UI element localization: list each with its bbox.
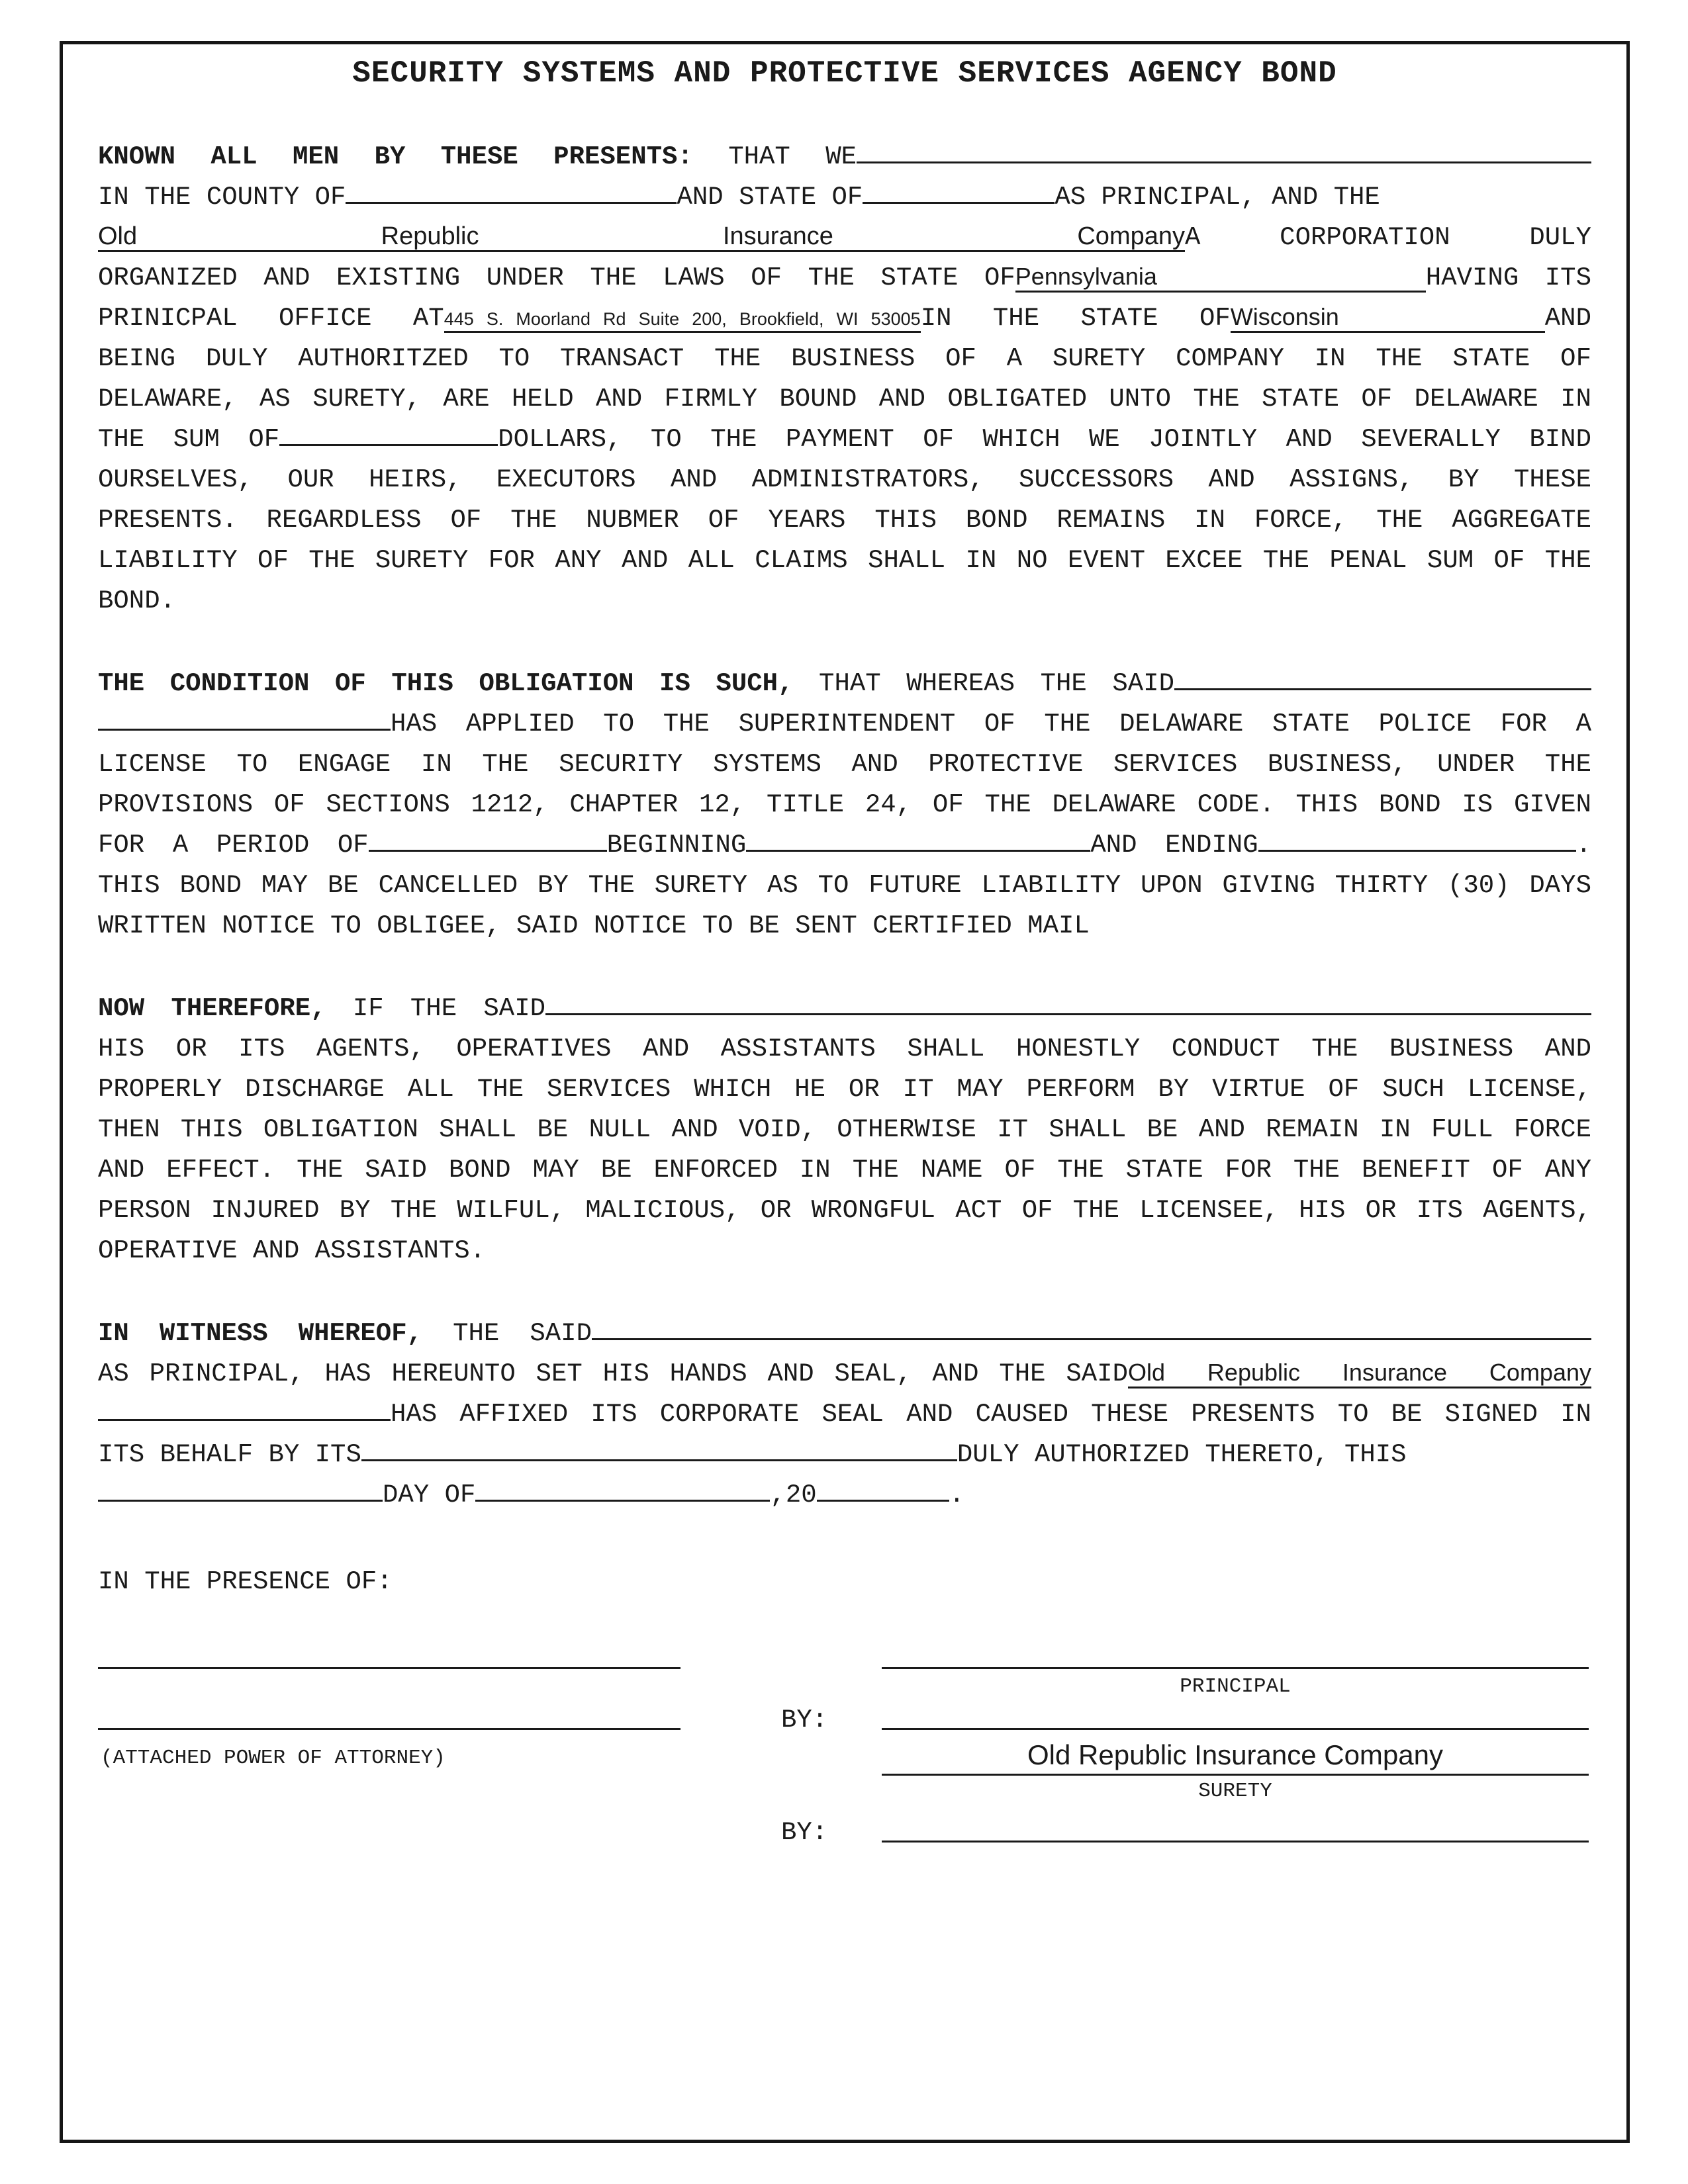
office-address-fill: 445 S. Moorland Rd Suite 200, Brookfield, WI 53005 [444, 309, 921, 329]
signature-block [98, 1633, 1591, 1917]
witness-signature-line-2[interactable] [98, 1728, 680, 1730]
p3-line7: OPERATIVE AND ASSISTANTS. [98, 1236, 486, 1265]
surety-name-line[interactable] [882, 1774, 1589, 1776]
p4-line2 [98, 1354, 1591, 1394]
applicant-continued-blank[interactable] [98, 726, 391, 731]
principal-name-blank[interactable] [857, 159, 1591, 163]
p1-line9: OURSELVES, OUR HEIRS, EXECUTORS AND ADMINISTRATORS, SUCCESSORS AND ASSIGNS, BY THESE [98, 465, 1591, 494]
principal-office-label: PRINICPAL OFFICE AT [98, 304, 444, 333]
now-therefore-heading: NOW THEREFORE, [98, 994, 326, 1023]
state-blank[interactable] [863, 199, 1055, 204]
that-we-label: THAT WE [728, 142, 857, 171]
p2-line2 [98, 704, 1591, 745]
date-period-punct: . [949, 1480, 965, 1510]
office-state-fill: Wisconsin [1230, 303, 1339, 330]
has-applied-label: HAS APPLIED TO THE SUPERINTENDENT OF THE DELAWARE STATE POLICE FOR A [391, 709, 1591, 739]
surety-company-fill: Old Republic Insurance Company [98, 222, 1185, 250]
p1-line10: PRESENTS. REGARDLESS OF THE NUBMER OF YEARS THIS BOND REMAINS IN FORCE, THE AGGREGATE [98, 506, 1591, 535]
witness-heading: IN WITNESS WHEREOF, [98, 1319, 423, 1348]
p1-line7: DELAWARE, AS SURETY, ARE HELD AND FIRMLY BOUND AND OBLIGATED UNTO THE STATE OF DELAWARE IN [98, 385, 1591, 414]
p1-line5 [98, 298, 1591, 339]
county-blank[interactable] [346, 199, 677, 204]
p1-line1 [98, 137, 1591, 177]
its-behalf-label: ITS BEHALF BY ITS [98, 1440, 361, 1469]
if-said-label: IF THE SAID [352, 994, 545, 1023]
document-title: SECURITY SYSTEMS AND PROTECTIVE SERVICES AGENCY BOND [352, 56, 1337, 91]
known-all-men-heading: KNOWN ALL MEN BY THESE PRESENTS: [98, 142, 693, 171]
and-ending-label: AND ENDING [1090, 831, 1258, 860]
and-label: AND [1544, 304, 1591, 333]
witness-signature-line-1[interactable] [98, 1667, 680, 1669]
p2-line5 [98, 825, 1591, 866]
incorporation-state-fill: Pennsylvania [1015, 263, 1157, 290]
county-label: IN THE COUNTY OF [98, 183, 346, 212]
document-border-frame [60, 41, 1630, 2143]
paragraph-condition [98, 664, 1591, 946]
by-label-2: BY: [781, 1818, 828, 1847]
p1-line6: BEING DULY AUTHORITZED TO TRANSACT THE BUSINESS OF A SURETY COMPANY IN THE STATE OF [98, 344, 1591, 373]
sum-label: THE SUM OF [98, 425, 280, 454]
presence-of-label: IN THE PRESENCE OF: [98, 1567, 393, 1596]
principal-label: PRINCIPAL [1180, 1675, 1291, 1698]
state-label: AND STATE OF [677, 183, 863, 212]
surety-label: SURETY [1198, 1780, 1272, 1803]
attached-poa-note: (ATTACHED POWER OF ATTORNEY) [101, 1747, 445, 1770]
beginning-label: BEGINNING [606, 831, 747, 860]
surety-continued-blank[interactable] [98, 1416, 391, 1421]
month-blank[interactable] [475, 1497, 770, 1502]
licensee-name-blank[interactable] [545, 1011, 1591, 1015]
witness-surety-blank[interactable] [1128, 1359, 1591, 1388]
p4-line5 [98, 1475, 1591, 1516]
p1-line3 [98, 218, 1591, 258]
principal-by-signature-line[interactable] [882, 1728, 1589, 1730]
day-blank[interactable] [98, 1497, 383, 1502]
office-state-blank[interactable] [1231, 303, 1545, 333]
by-label-1: BY: [781, 1706, 828, 1735]
p4-line3 [98, 1394, 1591, 1435]
a-corporation-duly-label: A CORPORATION DULY [1185, 223, 1591, 252]
duly-authorized-label: DULY AUTHORIZED THERETO, THIS [957, 1440, 1407, 1469]
p2-line1 [98, 664, 1591, 704]
p4-line1 [98, 1314, 1591, 1354]
p1-line2 [98, 177, 1591, 218]
p2-line7: WRITTEN NOTICE TO OBLIGEE, SAID NOTICE TO BE SENT CERTIFIED MAIL [98, 911, 1090, 940]
p3-line5: AND EFFECT. THE SAID BOND MAY BE ENFORCED IN THE NAME OF THE STATE FOR THE BENEFIT OF ANY [98, 1156, 1591, 1185]
day-of-label: DAY OF [383, 1480, 476, 1510]
p3-line6: PERSON INJURED BY THE WILFUL, MALICIOUS, OR WRONGFUL ACT OF THE LICENSEE, HIS OR ITS AGENTS, [98, 1196, 1591, 1225]
year-blank[interactable] [817, 1497, 949, 1502]
ending-date-blank[interactable] [1258, 847, 1576, 852]
witness-principal-blank[interactable] [592, 1336, 1591, 1340]
p2-line4: PROVISIONS OF SECTIONS 1212, CHAPTER 12, TITLE 24, OF THE DELAWARE CODE. THIS BOND IS GIVEN [98, 790, 1591, 819]
paragraph-now-therefore [98, 989, 1591, 1271]
paragraph-known-all-men [98, 137, 1591, 621]
surety-company-name: Old Republic Insurance Company [1027, 1739, 1443, 1770]
office-address-blank[interactable] [444, 307, 921, 333]
p1-line12: BOND. [98, 586, 176, 615]
period-label: FOR A PERIOD OF [98, 831, 369, 860]
condition-heading: THE CONDITION OF THIS OBLIGATION IS SUCH, [98, 669, 794, 698]
in-state-label: IN THE STATE OF [920, 304, 1231, 333]
incorporation-state-blank[interactable] [1015, 263, 1426, 293]
p4-line4 [98, 1435, 1591, 1475]
paragraph-witness [98, 1314, 1591, 1516]
p1-line4 [98, 258, 1591, 298]
p3-line2: HIS OR ITS AGENTS, OPERATIVES AND ASSISTANTS SHALL HONESTLY CONDUCT THE BUSINESS AND [98, 1034, 1591, 1064]
p2-line6: THIS BOND MAY BE CANCELLED BY THE SURETY AS TO FUTURE LIABILITY UPON GIVING THIRTY (30) DAYS [98, 871, 1591, 900]
witness-surety-fill: Old Republic Insurance Company [1128, 1359, 1591, 1386]
p1-line8 [98, 420, 1591, 460]
the-said-label: THE SAID [453, 1319, 592, 1348]
surety-company-blank[interactable] [98, 222, 1185, 252]
p3-line4: THEN THIS OBLIGATION SHALL BE NULL AND VOID, OTHERWISE IT SHALL BE AND REMAIN IN FULL FORCE [98, 1115, 1591, 1144]
p3-line3: PROPERLY DISCHARGE ALL THE SERVICES WHICH HE OR IT MAY PERFORM BY VIRTUE OF SUCH LICENSE, [98, 1075, 1591, 1104]
beginning-date-blank[interactable] [746, 847, 1090, 852]
officer-title-blank[interactable] [361, 1457, 957, 1461]
p3-line1 [98, 989, 1591, 1029]
p2-line3: LICENSE TO ENGAGE IN THE SECURITY SYSTEMS AND PROTECTIVE SERVICES BUSINESS, UNDER THE [98, 750, 1591, 779]
as-principal-hereunto-label: AS PRINCIPAL, HAS HEREUNTO SET HIS HANDS AND SEAL, AND THE SAID [98, 1359, 1128, 1388]
period-end-punct: . [1575, 831, 1591, 860]
whereas-label: THAT WHEREAS THE SAID [819, 669, 1174, 698]
surety-by-signature-line[interactable] [882, 1841, 1589, 1843]
p1-line11: LIABILITY OF THE SURETY FOR ANY AND ALL CLAIMS SHALL IN NO EVENT EXCEE THE PENAL SUM OF THE [98, 546, 1591, 575]
comma-20-label: ,20 [770, 1480, 817, 1510]
principal-signature-line[interactable] [882, 1667, 1589, 1669]
having-its-label: HAVING ITS [1425, 263, 1591, 293]
organized-label: ORGANIZED AND EXISTING UNDER THE LAWS OF THE STATE OF [98, 263, 1015, 293]
sum-blank[interactable] [279, 441, 498, 446]
dollars-label: DOLLARS, TO THE PAYMENT OF WHICH WE JOINTLY AND SEVERALLY BIND [498, 425, 1591, 454]
period-blank[interactable] [369, 847, 607, 852]
has-affixed-label: HAS AFFIXED ITS CORPORATE SEAL AND CAUSED THESE PRESENTS TO BE SIGNED IN [391, 1400, 1591, 1429]
as-principal-label: AS PRINCIPAL, AND THE [1055, 183, 1380, 212]
said-applicant-blank[interactable] [1174, 686, 1591, 690]
